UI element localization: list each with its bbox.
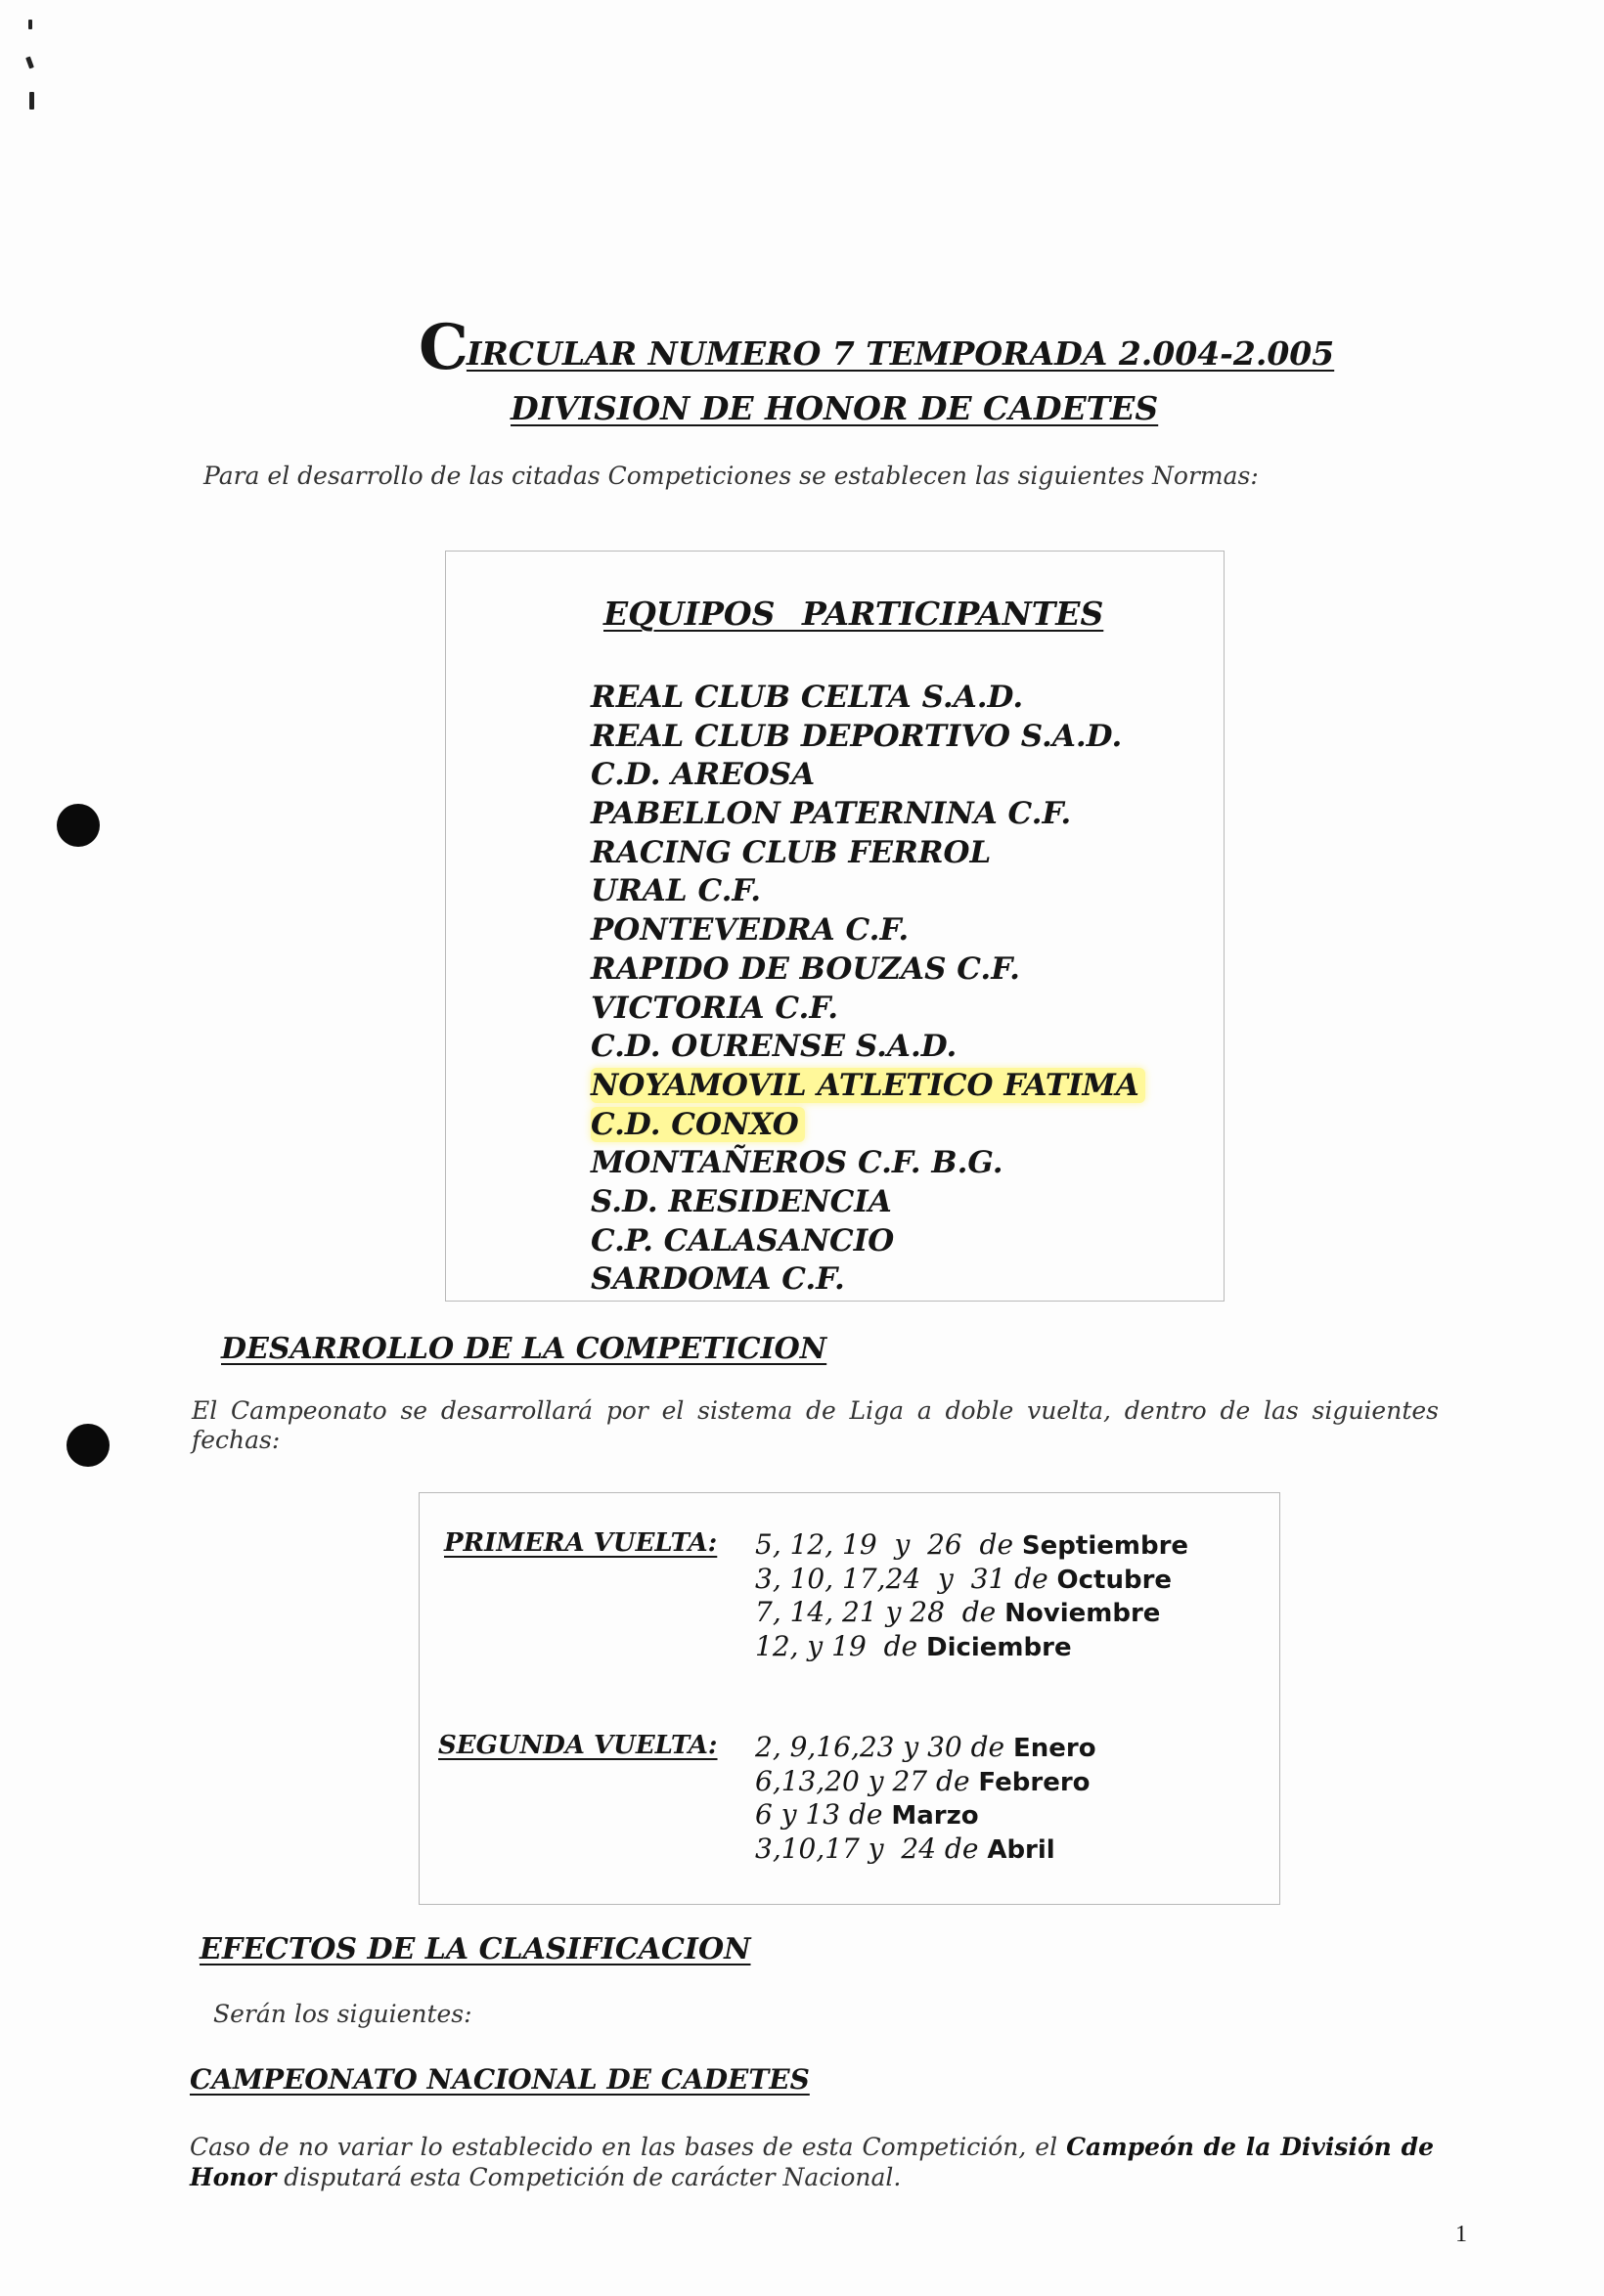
team-item (591, 1260, 1145, 1300)
date-line (755, 1528, 1188, 1563)
team-name: PONTEVEDRA C.F. (591, 912, 910, 949)
team-item (591, 911, 1145, 950)
team-name: NOYAMOVIL ATLETICO FATIMA (591, 1068, 1145, 1103)
page-title (419, 311, 1334, 384)
date-month: Septiembre (1021, 1531, 1189, 1561)
desarrollo-heading: DESARROLLO DE LA COMPETICION (221, 1332, 827, 1366)
scan-speck (25, 57, 34, 69)
date-month: Octubre (1056, 1565, 1173, 1595)
punch-hole (67, 1424, 110, 1467)
date-days: 5, 12, 19 y 26 de (755, 1528, 1022, 1561)
team-name: REAL CLUB DEPORTIVO S.A.D. (591, 718, 1123, 754)
team-list (591, 679, 1145, 1300)
team-name: MONTAÑEROS C.F. B.G. (591, 1145, 1003, 1181)
campeonato-text-start: Caso de no variar lo establecido en las bases de esta Competición, el (190, 2133, 1067, 2161)
date-line (755, 1731, 1096, 1765)
efectos-heading: EFECTOS DE LA CLASIFICACION (200, 1932, 751, 1966)
date-line (755, 1832, 1096, 1867)
date-month: Enero (1013, 1734, 1096, 1763)
primera-vuelta-dates (755, 1528, 1188, 1663)
team-name: C.D. CONXO (591, 1107, 805, 1142)
primera-vuelta-label: PRIMERA VUELTA: (444, 1528, 718, 1558)
team-item (591, 1222, 1145, 1261)
team-item (591, 872, 1145, 911)
date-line (755, 1798, 1096, 1832)
team-name: C.D. AREOSA (591, 757, 816, 793)
date-month: Diciembre (925, 1632, 1072, 1662)
team-item (591, 1106, 1145, 1145)
team-name: SARDOMA C.F. (591, 1261, 845, 1298)
date-month: Marzo (891, 1801, 979, 1831)
punch-hole (57, 804, 100, 847)
team-name: VICTORIA C.F. (591, 990, 839, 1026)
date-month: Noviembre (1004, 1599, 1161, 1628)
campeonato-heading: CAMPEONATO NACIONAL DE CADETES (190, 2063, 810, 2096)
team-item (591, 1144, 1145, 1183)
date-line (755, 1765, 1096, 1799)
title-text: IRCULAR NUMERO 7 TEMPORADA 2.004-2.005 (466, 334, 1335, 373)
campeonato-text (190, 2132, 1434, 2192)
team-name: REAL CLUB CELTA S.A.D. (591, 680, 1024, 715)
team-name: S.D. RESIDENCIA (591, 1183, 892, 1219)
campeonato-text-end: disputará esta Competición de carácter Nacional. (276, 2163, 902, 2191)
date-days: 7, 14, 21 y 28 de (755, 1596, 1005, 1628)
team-item (591, 756, 1145, 795)
team-name: PABELLON PATERNINA C.F. (591, 796, 1072, 832)
team-item (591, 718, 1145, 757)
date-days: 6 y 13 de (755, 1798, 892, 1831)
team-name: C.D. OURENSE S.A.D. (591, 1029, 958, 1065)
date-days: 3, 10, 17,24 y 31 de (755, 1562, 1057, 1595)
date-days: 6,13,20 y 27 de (755, 1764, 979, 1797)
team-name: C.P. CALASANCIO (591, 1222, 895, 1258)
team-item (591, 834, 1145, 873)
team-name: RAPIDO DE BOUZAS C.F. (591, 950, 1020, 987)
date-line (755, 1630, 1188, 1664)
date-line (755, 1596, 1188, 1630)
page-number: 1 (1455, 2222, 1467, 2247)
team-item (591, 1028, 1145, 1067)
scan-speck (28, 20, 32, 29)
team-item (591, 679, 1145, 718)
team-item (591, 795, 1145, 834)
page-subtitle: DIVISION DE HONOR DE CADETES (511, 389, 1159, 427)
teams-heading: EQUIPOS PARTICIPANTES (603, 595, 1104, 633)
date-month: Febrero (978, 1767, 1091, 1797)
title-initial: C (419, 311, 468, 384)
intro-text: Para el desarrollo de las citadas Competiciones se establecen las siguientes Normas: (203, 462, 1259, 490)
team-item (591, 1067, 1145, 1106)
date-days: 2, 9,16,23 y 30 de (755, 1731, 1014, 1763)
segunda-vuelta-label: SEGUNDA VUELTA: (438, 1731, 718, 1760)
date-days: 3,10,17 y 24 de (755, 1832, 988, 1865)
scan-speck (29, 92, 34, 110)
campeonato-text-bold: Campeón de la División de Honor (190, 2133, 1434, 2191)
team-item (591, 990, 1145, 1029)
team-name: URAL C.F. (591, 873, 762, 909)
date-month: Abril (987, 1834, 1055, 1865)
team-item (591, 1183, 1145, 1222)
segunda-vuelta-dates (755, 1731, 1096, 1866)
date-days: 12, y 19 de (755, 1629, 926, 1662)
desarrollo-text: El Campeonato se desarrollará por el sistema de Liga a doble vuelta, dentro de las siguientes fechas: (192, 1396, 1439, 1454)
efectos-text: Serán los siguientes: (213, 2000, 472, 2028)
date-line (755, 1563, 1188, 1597)
team-name: RACING CLUB FERROL (591, 834, 992, 870)
team-item (591, 950, 1145, 990)
